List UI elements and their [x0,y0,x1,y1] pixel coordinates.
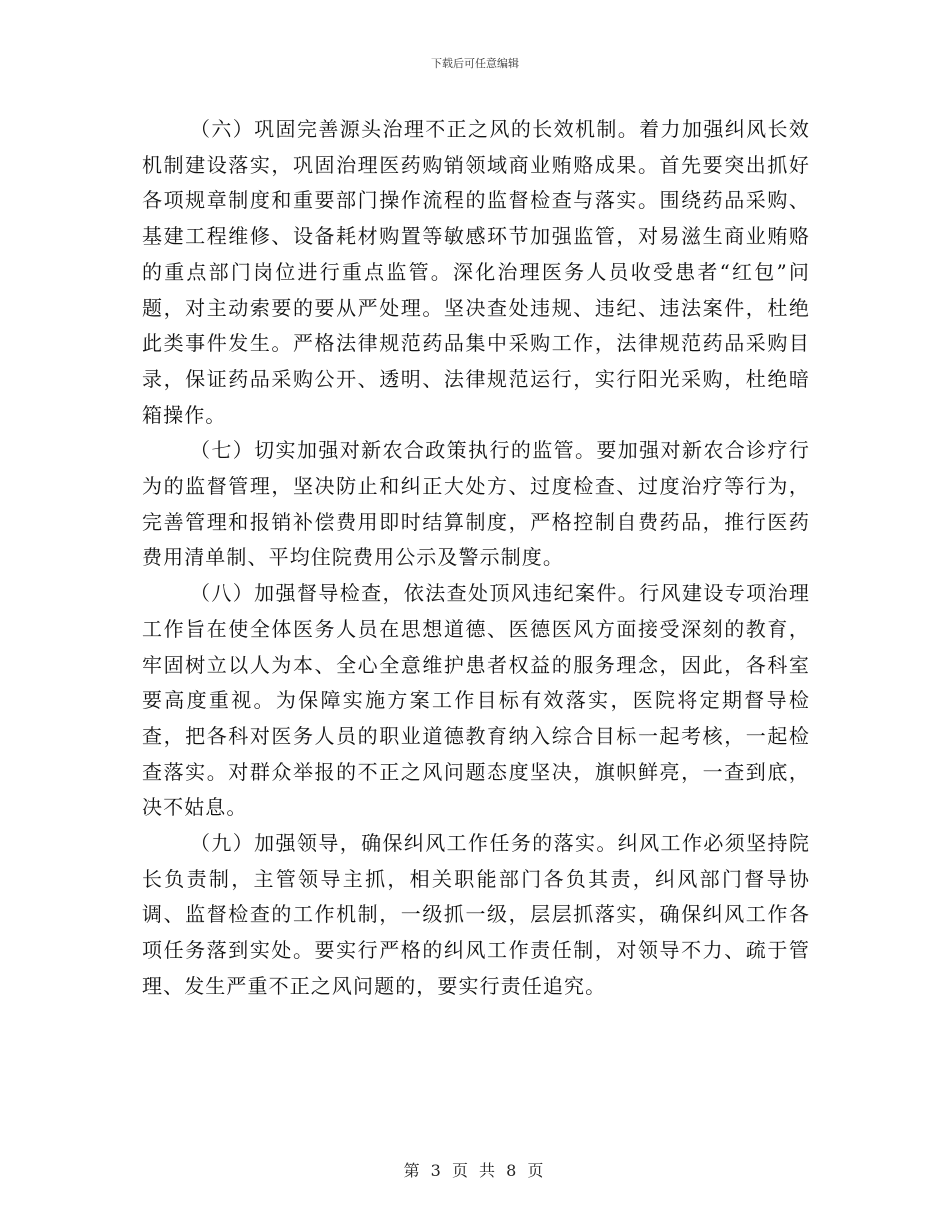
page-number-footer: 第 3 页 共 8 页 [403,1161,547,1180]
paragraph-9: （九）加强领导，确保纠风工作任务的落实。纠风工作必须坚持院长负责制，主管领导主抓，相关职能部门各负其责，纠风部门督导协调、监督检查的工作机制，一级抓一级，层层抓落实，确保纠风工作各项任务落到实处。要实行严格的纠风工作责任制，对领导不力、疏于管理、发生严重不正之风问题的，要实行责任追究。 [142,831,810,998]
paragraph-7: （七）切实加强对新农合政策执行的监管。要加强对新农合诊疗行为的监督管理，坚决防止和纠正大处方、过度检查、过度治疗等行为，完善管理和报销补偿费用即时结算制度，严格控制自费药品，推行医药费用清单制、平均住院费用公示及警示制度。 [142,438,810,570]
document-body [142,112,810,1005]
paragraph-8: （八）加强督导检查，依法查处顶风违纪案件。行风建设专项治理工作旨在使全体医务人员在思想道德、医德医风方面接受深刻的教育，牢固树立以人为本、全心全意维护患者权益的服务理念，因此，各科室要高度重视。为保障实施方案工作目标有效落实，医院将定期督导检查，把各科对医务人员的职业道德教育纳入综合目标一起考核，一起检查落实。对群众举报的不正之风问题态度坚决，旗帜鲜亮，一查到底，决不姑息。 [142,581,810,820]
paragraph-6: （六）巩固完善源头治理不正之风的长效机制。着力加强纠风长效机制建设落实，巩固治理医药购销领域商业贿赂成果。首先要突出抓好各项规章制度和重要部门操作流程的监督检查与落实。围绕药品采购、基建工程维修、设备耗材购置等敏感环节加强监管，对易滋生商业贿赂的重点部门岗位进行重点监管。深化治理医务人员收受患者“红包”问题，对主动索要的要从严处理。坚决查处违规、违纪、违法案件，杜绝此类事件发生。严格法律规范药品集中采购工作，法律规范药品采购目录，保证药品采购公开、透明、法律规范运行，实行阳光采购，杜绝暗箱操作。 [142,117,810,427]
page-header: 下载后可任意编辑 [431,57,519,70]
